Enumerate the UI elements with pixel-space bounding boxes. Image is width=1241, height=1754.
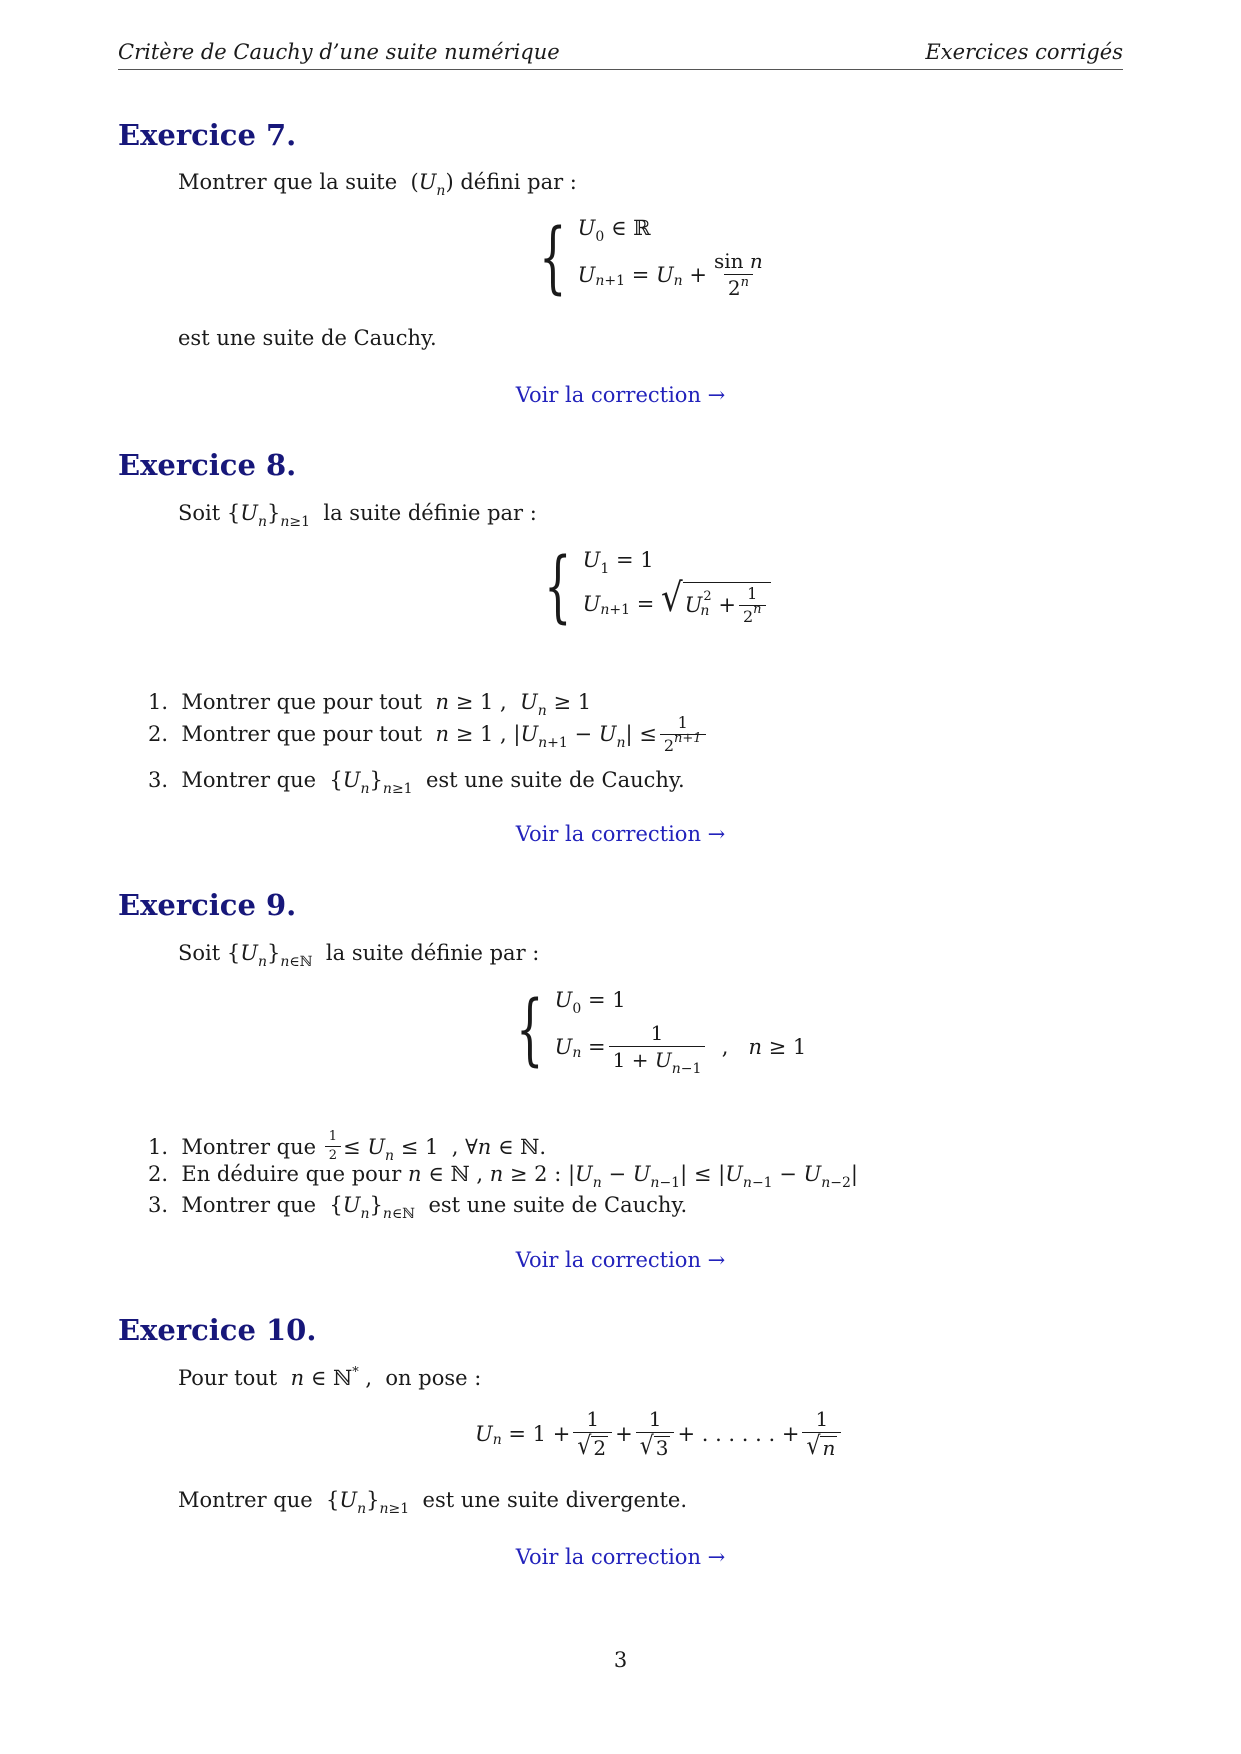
header-subtitle: Exercices corrigés xyxy=(925,40,1123,64)
exercise-9-item-1: 1. Montrer que $\frac{1}{2}$ ≤ $U_n \le 1$ , ∀n ∈ ℕ. xyxy=(148,1129,547,1164)
exercise-9-correction-link[interactable]: Voir la correction → xyxy=(515,1248,726,1272)
exercise-10-formula: U n = 1 + 1 √ 2 + 1 √ 3 + . . . . . . + 1 √ n xyxy=(475,1408,844,1459)
exercise-8-title: Exercice 8. xyxy=(118,448,297,482)
exercise-7-title: Exercice 7. xyxy=(118,118,297,152)
page-number: 3 xyxy=(613,1648,628,1672)
ex8-line-2: U n +1 = √ U n 2 + $\frac{1}{2^n}$ xyxy=(583,582,771,626)
ex9-line-1: $U_0 = 1$ xyxy=(554,988,626,1017)
exercise-8-correction-link[interactable]: Voir la correction → xyxy=(515,822,726,846)
exercise-9-statement: Soit $\{U_n\}_{n\in ℕ}$ la suite définie par : xyxy=(178,941,540,970)
ex9-line-2: U n = $\frac{1}{1 + U_{n-1}}$ , n ≥ 1 xyxy=(554,1021,807,1077)
exercise-9-title: Exercice 9. xyxy=(118,888,297,922)
header-rule xyxy=(118,69,1123,70)
ex7-line-1: $U_0$ ∈ ℝ xyxy=(577,216,651,245)
exercise-10-conclusion: Montrer que $\{U_n\}_{n\ge 1}$ est une suite divergente. xyxy=(178,1488,688,1517)
exercise-9-item-2: 2. En déduire que pour n ∈ ℕ , n ≥ 2 : $|U_n - U_{n-1}| \le |U_{n-1} - U_{n-2}|$ xyxy=(148,1162,858,1191)
ex7-line-2: U n +1 = U n + $\frac{\text{sin n}}{2^n}$ xyxy=(577,249,763,300)
exercise-10-title: Exercice 10. xyxy=(118,1313,317,1347)
sqrt-symbol: √ U n 2 + $\frac{1}{2^n}$ xyxy=(661,582,771,626)
exercise-8-item-2: 2. Montrer que pour tout n ≥ 1 , $|U_{n+1} - U_n|$ ≤ $\frac{1}{2^{n+1}}$ xyxy=(148,714,709,755)
exercise-8-item-3: 3. Montrer que $\{U_n\}_{n\ge 1}$ est une suite de Cauchy. xyxy=(148,768,685,797)
ex8-line-1: $U_1 = 1$ xyxy=(582,548,654,578)
exercise-9-system: { $U_0 = 1$ U n = $\frac{1}{1 + U_{n-1}}$ , n ≥ 1 xyxy=(516,984,807,1077)
exercise-9-item-3: 3. Montrer que $\{U_n\}_{n\in ℕ}$ est une suite de Cauchy. xyxy=(148,1193,688,1222)
exercise-8-statement: Soit $\{U_n\}_{n\ge 1}$ la suite définie par : xyxy=(178,501,537,530)
exercise-7-correction-link[interactable]: Voir la correction → xyxy=(515,383,726,407)
exercise-7-statement: Montrer que la suite $(U_n)$ défini par : xyxy=(178,170,577,199)
exercise-7-conclusion: est une suite de Cauchy. xyxy=(178,326,437,350)
header-title: Critère de Cauchy d’une suite numérique xyxy=(118,40,560,64)
exercise-10-statement: Pour tout n ∈ ℕ* , on pose : xyxy=(178,1365,482,1390)
exercise-7-system: { $U_0$ ∈ ℝ U n +1 = U n + $\frac{\text{sin n}}{2^n}$ xyxy=(528,216,770,299)
exercise-8-system: { $U_1 = 1$ U n +1 = √ U n 2 + $\frac{1}{2^n}$ xyxy=(533,548,771,626)
exercise-10-correction-link[interactable]: Voir la correction → xyxy=(515,1545,726,1569)
exercise-8-item-1: 1. Montrer que pour tout n ≥ 1 , $U_n \ge 1$ xyxy=(148,690,592,719)
